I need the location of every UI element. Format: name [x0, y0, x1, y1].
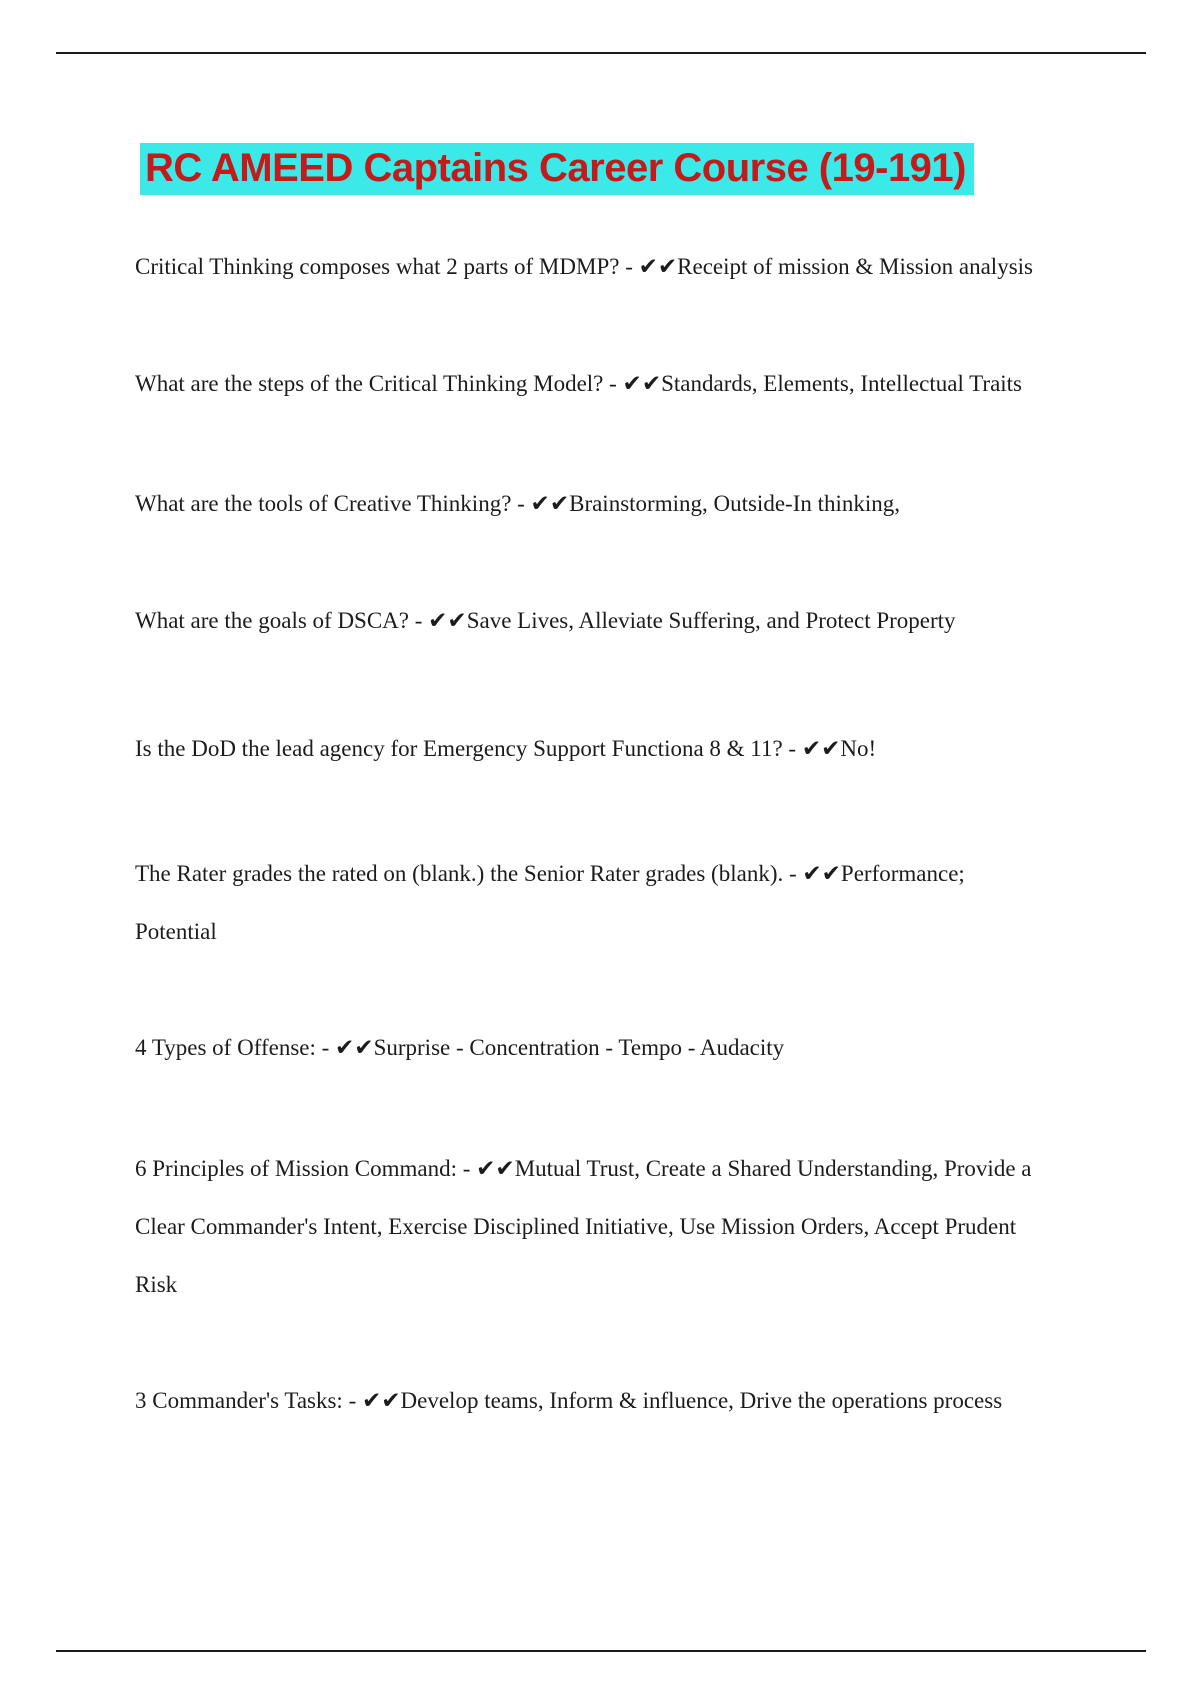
qa-item-9: [135, 1372, 1160, 1430]
qa-line: What are the tools of Creative Thinking? - ✔✔Brainstorming, Outside-In thinking,: [135, 491, 901, 516]
qa-line: What are the goals of DSCA? - ✔✔Save Lives, Alleviate Suffering, and Protect Property: [135, 608, 956, 633]
qa-item-4: [135, 592, 1160, 650]
qa-item-1: [135, 238, 1160, 296]
qa-line: Is the DoD the lead agency for Emergency Support Functiona 8 & 11? - ✔✔No!: [135, 736, 877, 761]
bottom-divider: [56, 1650, 1146, 1652]
qa-line: The Rater grades the rated on (blank.) the Senior Rater grades (blank). - ✔✔Performance;: [135, 861, 965, 886]
qa-item-2: [135, 355, 1160, 413]
qa-line: 3 Commander's Tasks: - ✔✔Develop teams, Inform & influence, Drive the operations process: [135, 1388, 1003, 1413]
qa-item-5: [135, 720, 1160, 778]
qa-line: What are the steps of the Critical Thinking Model? - ✔✔Standards, Elements, Intellectual Traits: [135, 371, 1023, 396]
qa-item-7: [135, 1019, 1160, 1077]
qa-line: Critical Thinking composes what 2 parts of MDMP? - ✔✔Receipt of mission & Mission analysis: [135, 254, 1033, 279]
qa-line: Risk: [135, 1272, 178, 1297]
qa-line: 4 Types of Offense: - ✔✔Surprise - Concentration - Tempo - Audacity: [135, 1035, 785, 1060]
qa-item-8: [135, 1140, 1160, 1314]
qa-line: 6 Principles of Mission Command: - ✔✔Mutual Trust, Create a Shared Understanding, Provide a: [135, 1156, 1032, 1181]
qa-line: Clear Commander's Intent, Exercise Disciplined Initiative, Use Mission Orders, Accept Prudent: [135, 1214, 1017, 1239]
qa-item-6: [135, 845, 1160, 961]
qa-line: Potential: [135, 919, 217, 944]
top-divider: [56, 52, 1146, 54]
page-title: RC AMEED Captains Career Course (19-191): [140, 143, 974, 195]
qa-item-3: [135, 475, 1160, 533]
